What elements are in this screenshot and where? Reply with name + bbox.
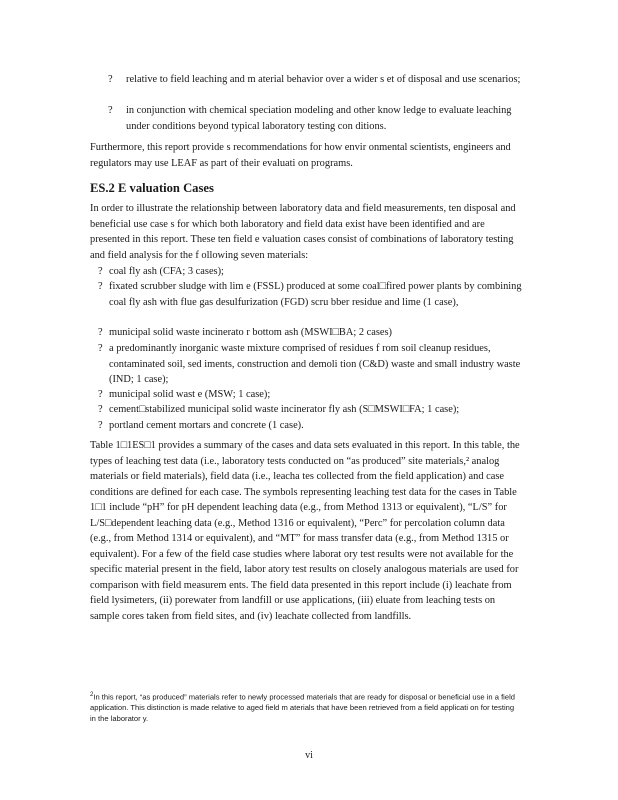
list-item-text: portland cement mortars and concrete (1 case).	[109, 420, 304, 431]
paragraph-intro: In order to illustrate the relationship between laboratory data and field measurements, ten disposal and beneficial use case s for which both laboratory and field data exist have been identified and are presented in this report. These ten field e valuation cases consist of combinations of laboratory testing and field analysis for the f ollowing seven materials:	[90, 203, 516, 261]
list-item	[90, 72, 522, 103]
footnote-marker: 2	[90, 692, 94, 698]
bullet-marker: ?	[108, 74, 113, 85]
list-item-text: relative to field leaching and m aterial behavior over a wider s et of disposal and use scenarios;	[126, 74, 521, 85]
list-item-text: municipal solid waste incinerato r bottom ash (MSWI□BA; 2 cases)	[109, 327, 393, 338]
footnote-text: In this report, “as produced” materials refer to newly processed materials that are ready for disposal or beneficial use in a field application. This distinction is made relative to aged field m aterials that have been retrieved from a field applicati on for testing in the laborator y.	[90, 692, 516, 723]
list-item-text: municipal solid wast e (MSW; 1 case);	[109, 389, 271, 400]
bullet-marker: ?	[98, 389, 103, 400]
list-item-text: in conjunction with chemical speciation modeling and other know ledge to evaluate leaching under conditions beyond typical laboratory testing con ditions.	[126, 105, 512, 132]
bullet-marker: ?	[98, 420, 103, 431]
list-item	[90, 103, 522, 134]
footnote	[90, 690, 522, 724]
page-number: vi	[305, 750, 313, 761]
list-item-text: a predominantly inorganic waste mixture comprised of residues f rom soil cleanup residues, contaminated soil, sed iments, construction and demoli tion (C&D) waste and small industry waste (IND; 1 case);	[109, 343, 521, 385]
bullet-marker: ?	[98, 266, 103, 277]
bullet-marker: ?	[98, 281, 103, 292]
section-heading: ES.2 E valuation Cases	[90, 181, 214, 195]
bullet-marker: ?	[108, 105, 113, 116]
list-item-text: coal fly ash (CFA; 3 cases);	[109, 266, 224, 277]
paragraph-furthermore: Furthermore, this report provide s recommendations for how envir onmental scientists, engineers and regulators may use LEAF as part of their evaluati on programs.	[90, 142, 511, 169]
paragraph-table-summary: Table 1□1ES□1 provides a summary of the cases and data sets evaluated in this report. In this table, the types of leaching test data (i.e., laboratory tests conducted on “as produced” site materials,² analog materials or field materials), field data (i.e., leacha tes collected from the field application) and case conditions are defined for each case. The symbols representing leaching test data for the cases in Table 1□1 include “pH” for pH dependent leaching data (e.g., from Method 1313 or equivalent), “L/S” for L/S□dependent leaching data (e.g., Method 1316 or equivalent), “Perc” for percolation column data (e.g., from Method 1314 or equivalent), and “MT” for mass transfer data (e.g., from Method 1315 or equivalent). For a few of the field case studies where laborat ory test results were not available for the specific material present in the field, labor atory test results on closely analogous materials are used for comparison with field measurem ents. The field data presented in this report include (i) leachate from field lysimeters, (ii) porewater from landfill or use applications, (iii) eluate from leaching tests on sample cores taken from field sites, and (iv) leachate collected from landfills.	[90, 440, 520, 622]
bullet-marker: ?	[98, 327, 103, 338]
bullet-marker: ?	[98, 404, 103, 415]
bullet-marker: ?	[98, 343, 103, 354]
list-item-text: fixated scrubber sludge with lim e (FSSL) produced at some coal□fired power plants by combining coal fly ash with flue gas desulfurization (FGD) scru bber residue and lime (1 case),	[109, 281, 522, 308]
list-item-text: cement□stabilized municipal solid waste incinerator fly ash (S□MSWI□FA; 1 case);	[109, 404, 460, 415]
